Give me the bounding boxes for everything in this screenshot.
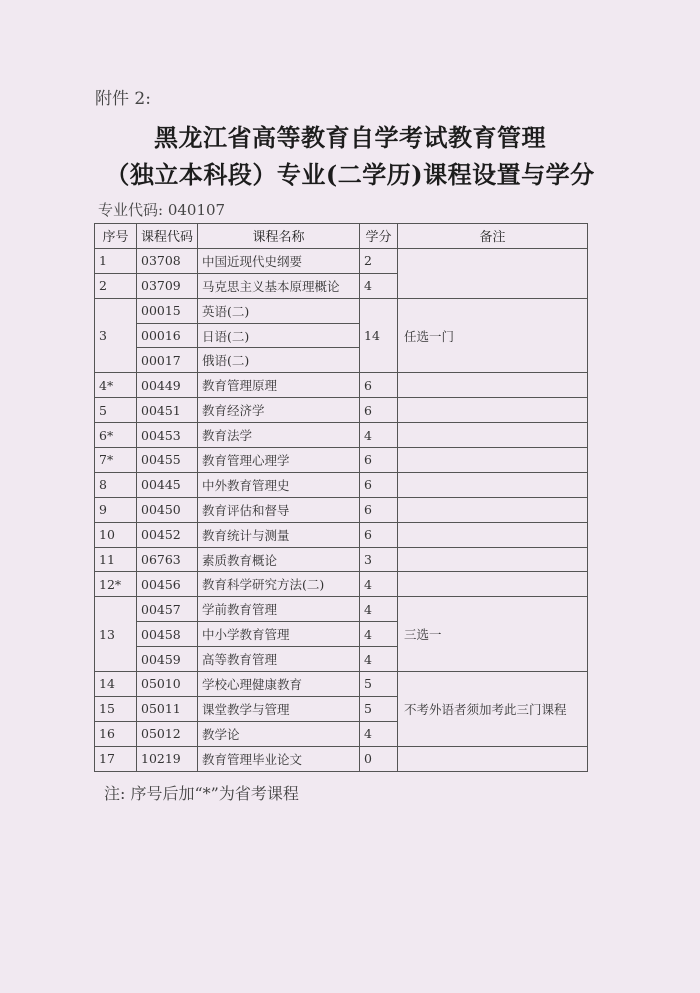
- row-code: 03709: [137, 273, 198, 298]
- row-credits: 4: [360, 647, 398, 672]
- row-credits: 4: [360, 273, 398, 298]
- attachment-label: 附件 2:: [95, 89, 151, 109]
- table-row: [95, 497, 588, 522]
- row-no: 15: [95, 696, 137, 721]
- row-code: 06763: [137, 547, 198, 572]
- row-credits: 0: [360, 746, 398, 771]
- row-note-empty: [398, 248, 588, 298]
- row-name: 教育管理毕业论文: [198, 746, 360, 771]
- row-credits: 4: [360, 622, 398, 647]
- row-no: 12*: [95, 572, 137, 597]
- table-header-row: [95, 224, 588, 249]
- row-no: 5: [95, 398, 137, 423]
- row-code: 00458: [137, 622, 198, 647]
- table-row: [95, 448, 588, 473]
- row-name: 教育科学研究方法(二): [198, 572, 360, 597]
- row-name: 教育管理心理学: [198, 448, 360, 473]
- header-notes: 备注: [398, 224, 588, 249]
- row-note-empty: [398, 398, 588, 423]
- row-credits: 6: [360, 497, 398, 522]
- row-code: 05011: [137, 696, 198, 721]
- row-code: 00017: [137, 348, 198, 373]
- row-name: 高等教育管理: [198, 647, 360, 672]
- row-note-non-language: 不考外语者须加考此三门课程: [398, 672, 588, 747]
- row-note-empty: [398, 472, 588, 497]
- row-no: 17: [95, 746, 137, 771]
- row-name: 教学论: [198, 721, 360, 746]
- row-name: 中小学教育管理: [198, 622, 360, 647]
- table-row: [95, 547, 588, 572]
- row-code: 00459: [137, 647, 198, 672]
- table-row: [95, 522, 588, 547]
- row-note-empty: [398, 522, 588, 547]
- row-credits: 2: [360, 248, 398, 273]
- row-code: 05012: [137, 721, 198, 746]
- table-row: [95, 373, 588, 398]
- document-subtitle: （独立本科段）专业(二学历)课程设置与学分: [105, 160, 595, 189]
- row-credits: 6: [360, 398, 398, 423]
- row-code: 00450: [137, 497, 198, 522]
- row-note-empty: [398, 547, 588, 572]
- row-credits: 4: [360, 721, 398, 746]
- row-note-empty: [398, 373, 588, 398]
- row-name: 学校心理健康教育: [198, 672, 360, 697]
- table-row: [95, 423, 588, 448]
- row-no: 1: [95, 248, 137, 273]
- row-name: 教育统计与测量: [198, 522, 360, 547]
- row-no: 4*: [95, 373, 137, 398]
- table-row: [95, 672, 588, 697]
- header-code: 课程代码: [137, 224, 198, 249]
- header-no: 序号: [95, 224, 137, 249]
- row-no: 3: [95, 298, 137, 373]
- row-code: 00455: [137, 448, 198, 473]
- row-no: 9: [95, 497, 137, 522]
- row-credits: 4: [360, 423, 398, 448]
- row-credits: 6: [360, 448, 398, 473]
- row-credits: 6: [360, 522, 398, 547]
- row-note-empty: [398, 572, 588, 597]
- row-credits: 5: [360, 672, 398, 697]
- row-credits: 3: [360, 547, 398, 572]
- row-credits: 6: [360, 472, 398, 497]
- row-name: 教育法学: [198, 423, 360, 448]
- row-name: 马克思主义基本原理概论: [198, 273, 360, 298]
- row-credits: 14: [360, 298, 398, 373]
- row-code: 00457: [137, 597, 198, 622]
- row-code: 00015: [137, 298, 198, 323]
- row-no: 2: [95, 273, 137, 298]
- row-name: 学前教育管理: [198, 597, 360, 622]
- major-code: 专业代码: 040107: [98, 201, 226, 219]
- row-name: 中外教育管理史: [198, 472, 360, 497]
- row-note-empty: [398, 448, 588, 473]
- row-name: 教育管理原理: [198, 373, 360, 398]
- row-code: 00016: [137, 323, 198, 348]
- row-name: 课堂教学与管理: [198, 696, 360, 721]
- row-note-choose-one: 任选一门: [398, 298, 588, 373]
- row-name: 中国近现代史纲要: [198, 248, 360, 273]
- row-credits: 4: [360, 572, 398, 597]
- row-no: 8: [95, 472, 137, 497]
- row-code: 03708: [137, 248, 198, 273]
- row-no: 14: [95, 672, 137, 697]
- header-credits: 学分: [360, 224, 398, 249]
- row-code: 10219: [137, 746, 198, 771]
- table-row: [95, 248, 588, 273]
- row-name: 英语(二): [198, 298, 360, 323]
- table-row: [95, 572, 588, 597]
- row-note-empty: [398, 746, 588, 771]
- table-row: [95, 398, 588, 423]
- row-credits: 5: [360, 696, 398, 721]
- row-code: 00453: [137, 423, 198, 448]
- row-code: 00445: [137, 472, 198, 497]
- row-note-empty: [398, 423, 588, 448]
- row-name: 教育评估和督导: [198, 497, 360, 522]
- document-title: 黑龙江省高等教育自学考试教育管理: [154, 123, 546, 152]
- row-no: 11: [95, 547, 137, 572]
- row-note-empty: [398, 497, 588, 522]
- header-name: 课程名称: [198, 224, 360, 249]
- row-code: 00451: [137, 398, 198, 423]
- row-name: 日语(二): [198, 323, 360, 348]
- table-row: [95, 597, 588, 622]
- row-code: 00456: [137, 572, 198, 597]
- row-code: 00449: [137, 373, 198, 398]
- row-no: 10: [95, 522, 137, 547]
- footnote: 注: 序号后加“*”为省考课程: [104, 784, 299, 803]
- row-no: 6*: [95, 423, 137, 448]
- row-code: 00452: [137, 522, 198, 547]
- row-credits: 6: [360, 373, 398, 398]
- table-row: [95, 472, 588, 497]
- row-name: 俄语(二): [198, 348, 360, 373]
- row-name: 素质教育概论: [198, 547, 360, 572]
- table-row: [95, 298, 588, 323]
- row-no: 13: [95, 597, 137, 672]
- course-table: [94, 223, 588, 772]
- row-name: 教育经济学: [198, 398, 360, 423]
- row-no: 7*: [95, 448, 137, 473]
- table-row: [95, 746, 588, 771]
- row-credits: 4: [360, 597, 398, 622]
- row-note-choose-one-of-three: 三选一: [398, 597, 588, 672]
- row-code: 05010: [137, 672, 198, 697]
- row-no: 16: [95, 721, 137, 746]
